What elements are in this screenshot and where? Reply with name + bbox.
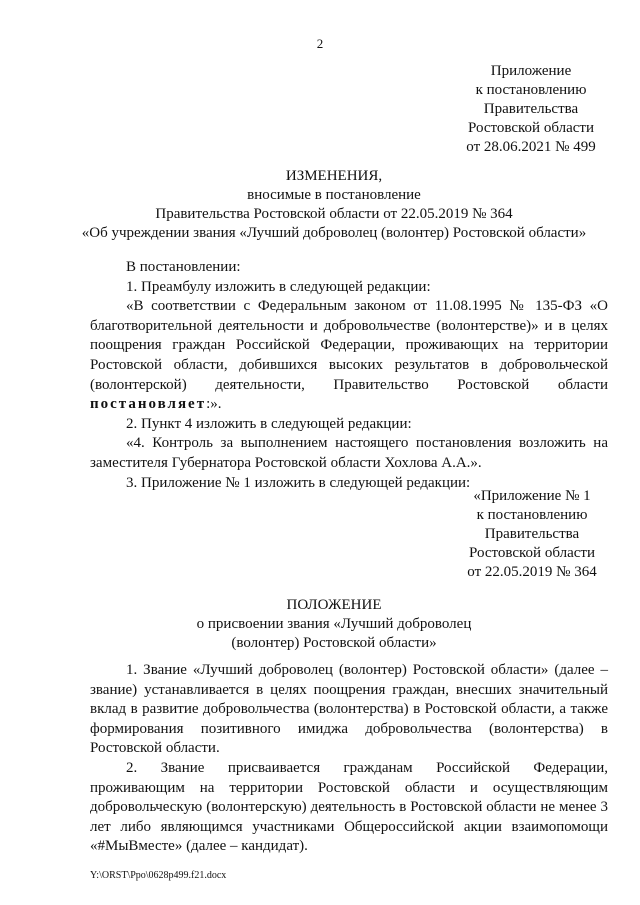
item-1-quote	[90, 297, 608, 415]
polozhenie-paragraph-1: 1. Звание «Лучший доброволец (волонтер) Ростовской области» (далее – звание) устанавливается в целях поощрения граждан, внесших значительный вклад в развитие добровольчества (волонтерства) в Ростовской области, а также формирования позитивного имиджа добровольчества (волонтерства) в Ростовской области.	[90, 662, 608, 757]
polozhenie-line: о присвоении звания «Лучший доброволец	[196, 616, 472, 632]
appendix-line: от 22.05.2019 № 364	[467, 564, 597, 580]
appendix-line: Приложение	[490, 63, 572, 79]
body-part-2	[90, 661, 608, 857]
polozhenie-paragraph-2: 2. Звание присваивается гражданам Российской Федерации, проживающим на территории Ростовской области и осуществляющим добровольческую (волонтерскую) деятельность в Ростовской области не менее 3 лет либо являющимся участниками Общероссийской акции взаимопомощи «#МыВместе» (далее – кандидат).	[90, 759, 608, 855]
appendix-line: Ростовской области	[469, 545, 595, 561]
body-part-1	[90, 258, 608, 493]
polozhenie-title	[60, 596, 608, 653]
appendix-line: к постановлению	[476, 507, 588, 523]
intro-paragraph: В постановлении:	[126, 259, 241, 275]
changes-line: вносимые в постановление	[247, 187, 421, 203]
changes-line: «Об учреждении звания «Лучший доброволец (волонтер) Ростовской области»	[81, 225, 587, 241]
changes-line: Правительства Ростовской области от 22.05.2019 № 364	[155, 206, 513, 222]
page-number: 2	[316, 36, 324, 51]
appendix-header	[450, 62, 612, 157]
appendix-line: Правительства	[483, 101, 579, 117]
item-2-quote: «4. Контроль за выполнением настоящего постановления возложить на заместителя Губернатора Ростовской области Хохлова А.А.».	[90, 435, 608, 471]
appendix-line: к постановлению	[475, 82, 587, 98]
changes-heading: ИЗМЕНЕНИЯ,	[285, 168, 383, 184]
polozhenie-line: (волонтер) Ростовской области»	[231, 635, 437, 651]
appendix-header-2	[446, 487, 618, 582]
polozhenie-heading: ПОЛОЖЕНИЕ	[286, 597, 382, 613]
appendix-line: от 28.06.2021 № 499	[466, 139, 596, 155]
file-path-footer: Y:\ORST\Ppo\0628p499.f21.docx	[90, 870, 227, 881]
item-2: 2. Пункт 4 изложить в следующей редакции:	[126, 415, 412, 432]
item-1-quote-end: :».	[206, 396, 222, 413]
item-1-quote-text: «В соответствии с Федеральным законом от 11.08.1995 № 135-ФЗ «О благотворительной деятельности и добровольчестве (волонтерстве)» и в целях поощрения граждан Российской Федерации, проживающих на территории Ростовской области, добившихся высоких результатов в добровольческой (волонтерской) деятельности, Правительство Ростовской области	[90, 298, 608, 393]
appendix-line: Правительства	[484, 526, 580, 542]
item-3: 3. Приложение № 1 изложить в следующей редакции:	[126, 474, 471, 491]
appendix-line: «Приложение № 1	[473, 488, 591, 504]
postanovlyaet-keyword: постановляет	[90, 396, 207, 413]
changes-title	[60, 167, 608, 243]
item-1: 1. Преамбулу изложить в следующей редакции:	[126, 278, 431, 295]
appendix-line: Ростовской области	[468, 120, 594, 136]
